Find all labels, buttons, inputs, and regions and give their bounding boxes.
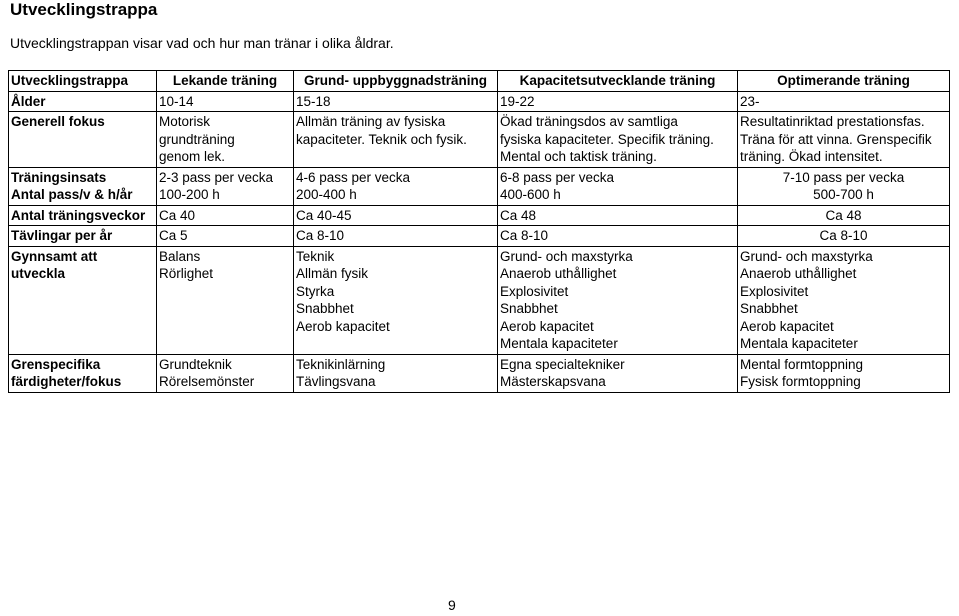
cell-line: Explosivitet	[740, 283, 809, 299]
cell-line: Mentala kapaciteter	[740, 336, 858, 351]
cell-line: 4-6 pass per vecka	[296, 169, 411, 185]
cell-line: Snabbhet	[740, 301, 798, 316]
intro-text: Utvecklingstrappan visar vad och hur man tränar i olika åldrar.	[10, 35, 394, 51]
cell-line: Rörlighet	[159, 266, 214, 281]
cell-line: Balans	[159, 248, 201, 264]
table-cell	[738, 354, 950, 392]
cell-line: Styrka	[296, 283, 335, 299]
table-cell	[157, 112, 294, 168]
cell-line: Grundteknik	[159, 356, 232, 372]
cell-line: fysiska kapaciteter. Specifik träning.	[500, 131, 714, 147]
table-cell: Ca 8-10	[738, 226, 950, 247]
cell-line: Snabbhet	[500, 301, 558, 316]
table-cell	[294, 246, 498, 354]
table-cell	[157, 354, 294, 392]
cell-line: Allmän träning av fysiska	[296, 114, 446, 129]
cell-line: Mentala kapaciteter	[500, 336, 618, 351]
table-cell: Ca 8-10	[498, 226, 738, 247]
row-label: Tävlingar per år	[9, 226, 157, 247]
table-cell: Ca 8-10	[294, 226, 498, 247]
cell-line: Gynnsamt att	[11, 248, 98, 264]
table-cell: Ca 48	[738, 205, 950, 226]
table-cell	[738, 112, 950, 168]
table-cell: 23-	[738, 91, 950, 112]
development-table	[8, 70, 950, 393]
header-cell: Lekande träning	[157, 71, 294, 92]
table-cell	[294, 167, 498, 205]
cell-line: Ökad träningsdos av samtliga	[500, 114, 678, 129]
cell-line: 2-3 pass per vecka	[159, 169, 274, 185]
table-row	[9, 112, 950, 168]
cell-line: Resultatinriktad prestationsfas.	[740, 114, 925, 129]
cell-line: Fysisk formtoppning	[740, 374, 861, 389]
header-cell: Optimerande träning	[738, 71, 950, 92]
header-cell: Kapacitetsutvecklande träning	[498, 71, 738, 92]
cell-line: 6-8 pass per vecka	[500, 169, 615, 185]
cell-line: Allmän fysik	[296, 266, 369, 281]
table-row	[9, 226, 950, 247]
table-cell	[157, 246, 294, 354]
cell-line: utveckla	[11, 266, 66, 281]
row-label: Generell fokus	[9, 112, 157, 168]
table-row	[9, 167, 950, 205]
cell-line: Antal pass/v & h/år	[11, 187, 133, 202]
table-row	[9, 354, 950, 392]
cell-line: Aerob kapacitet	[740, 318, 834, 334]
cell-line: 500-700 h	[813, 187, 874, 202]
table-cell	[498, 354, 738, 392]
cell-line: Egna specialtekniker	[500, 356, 625, 372]
cell-line: 200-400 h	[296, 187, 357, 202]
row-label	[9, 246, 157, 354]
header-cell: Grund- uppbyggnadsträning	[294, 71, 498, 92]
cell-line: träning. Ökad intensitet.	[740, 149, 883, 164]
table-cell: Ca 5	[157, 226, 294, 247]
cell-line: Anaerob uthållighet	[740, 266, 857, 281]
cell-line: Grund- och maxstyrka	[500, 248, 633, 264]
table-cell	[294, 354, 498, 392]
cell-line: Aerob kapacitet	[500, 318, 594, 334]
table-row	[9, 246, 950, 354]
table-cell	[294, 112, 498, 168]
table-row	[9, 205, 950, 226]
cell-line: färdigheter/fokus	[11, 374, 122, 389]
cell-line: 100-200 h	[159, 187, 220, 202]
row-label: Antal träningsveckor	[9, 205, 157, 226]
cell-line: 400-600 h	[500, 187, 561, 202]
cell-line: genom lek.	[159, 149, 226, 164]
cell-line: Mental formtoppning	[740, 356, 864, 372]
cell-line: Rörelsemönster	[159, 374, 255, 389]
header-cell: Utvecklingstrappa	[9, 71, 157, 92]
cell-line: Teknik	[296, 248, 335, 264]
table-cell	[498, 167, 738, 205]
cell-line: Träningsinsats	[11, 169, 107, 185]
table-cell	[157, 167, 294, 205]
table-cell: 19-22	[498, 91, 738, 112]
cell-line: 7-10 pass per vecka	[782, 169, 905, 185]
cell-line: Snabbhet	[296, 301, 354, 316]
table-cell: Ca 40	[157, 205, 294, 226]
table-cell	[738, 246, 950, 354]
page-number: 9	[448, 597, 456, 613]
cell-line: Aerob kapacitet	[296, 318, 390, 334]
row-label	[9, 354, 157, 392]
cell-line: grundträning	[159, 131, 235, 147]
table-cell	[738, 167, 950, 205]
table-cell: 10-14	[157, 91, 294, 112]
table-row	[9, 91, 950, 112]
cell-line: Mental och taktisk träning.	[500, 149, 657, 164]
cell-line: Motorisk	[159, 114, 211, 129]
table-cell	[498, 246, 738, 354]
row-label: Ålder	[9, 91, 157, 112]
cell-line: kapaciteter. Teknik och fysik.	[296, 131, 467, 147]
cell-line: Anaerob uthållighet	[500, 266, 617, 281]
cell-line: Explosivitet	[500, 283, 569, 299]
table-cell: 15-18	[294, 91, 498, 112]
row-label	[9, 167, 157, 205]
table-cell	[498, 112, 738, 168]
table-cell: Ca 48	[498, 205, 738, 226]
cell-line: Grenspecifika	[11, 356, 101, 372]
header-row	[9, 71, 950, 92]
cell-line: Mästerskapsvana	[500, 374, 606, 389]
cell-line: Tävlingsvana	[296, 374, 376, 389]
table-cell: Ca 40-45	[294, 205, 498, 226]
cell-line: Träna för att vinna. Grenspecifik	[740, 131, 932, 147]
cell-line: Teknikinlärning	[296, 356, 386, 372]
page-title: Utvecklingstrappa	[10, 0, 158, 19]
cell-line: Grund- och maxstyrka	[740, 248, 873, 264]
